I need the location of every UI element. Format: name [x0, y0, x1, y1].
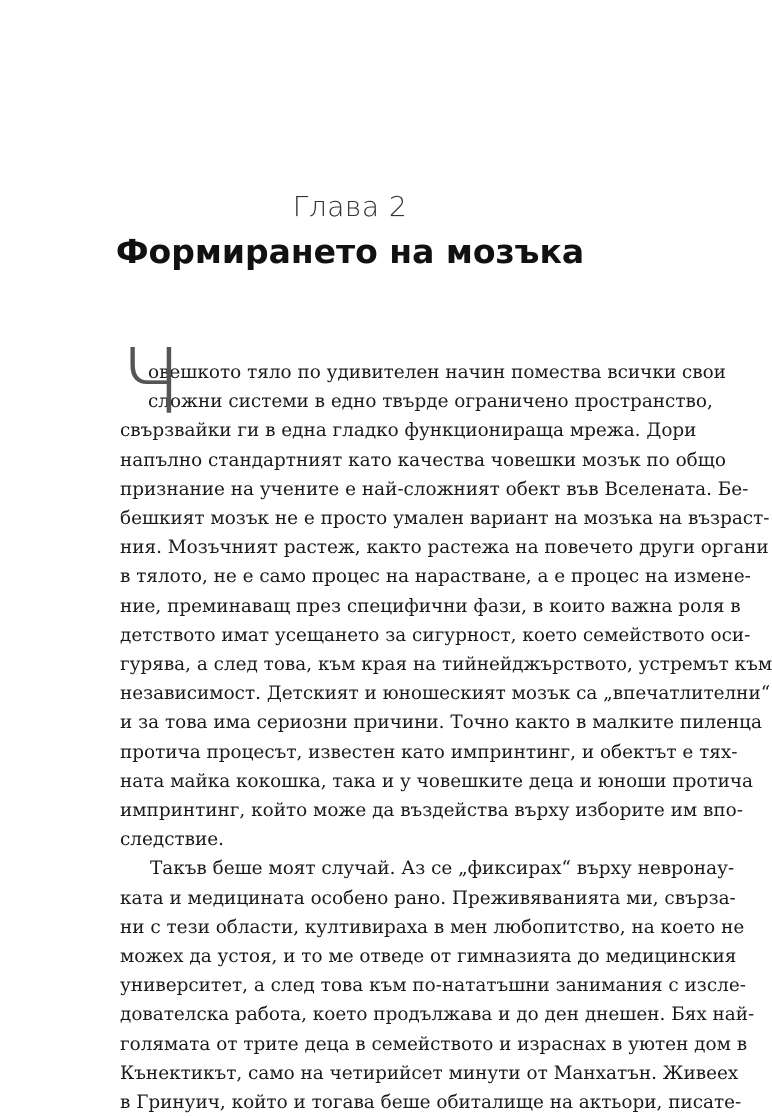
text-line: университет, а след това към по-нататъшни занимания с изсле-: [120, 975, 746, 997]
text-line: независимост. Детският и юношеският мозък са „впечатлителни“: [120, 683, 771, 705]
text-line: в тялото, не е само процес на нарастване, а е процес на измене-: [120, 566, 751, 588]
text-line: овешкото тяло по удивителен начин помества всички свои: [148, 362, 726, 383]
paragraph-2: [120, 854, 755, 1117]
text-line: ние, преминаващ през специфични фази, в които важна роля в: [120, 595, 741, 617]
text-line: сложни системи в едно твърде ограничено пространство,: [148, 391, 713, 413]
text-line: следствие.: [120, 829, 225, 851]
text-line: и за това има сериозни причини. Точно както в малките пиленца: [120, 712, 762, 734]
text-line: свързвайки ги в една гладко функционираща мрежа. Дори: [120, 420, 697, 442]
drop-cap: Ч: [120, 330, 182, 435]
paragraph-1: [120, 358, 772, 854]
chapter-number: Глава 2: [292, 190, 408, 223]
text-line: дователска работа, което продължава и до ден днешен. Бях най-: [120, 1004, 755, 1026]
text-line: детството имат усещането за сигурност, което семейството оси-: [120, 624, 751, 646]
text-line: Кънектикът, само на четирийсет минути от Манхатън. Живеех: [120, 1062, 739, 1084]
text-line: напълно стандартният като качества човешки мозък по общо: [120, 449, 726, 471]
text-line: ката и медицината особено рано. Преживяванията ми, свързa-: [120, 887, 736, 909]
text-line: ната майка кокошка, така и у човешките деца и юноши протича: [120, 770, 753, 792]
text-line: гурява, а след това, към края на тийнейджърството, устремът към: [120, 654, 772, 676]
text-line: ния. Мозъчният растеж, както растежа на повечето други органи: [120, 537, 769, 559]
text-line: Такъв беше моят случай. Аз се „фиксирах“ върху невронау-: [150, 858, 735, 880]
chapter-body: [120, 330, 772, 1117]
text-line: бешкият мозък не е просто умален вариант на мозъка на възраст-: [120, 508, 770, 530]
text-line: в Гринуич, който и тогава беше обиталище на актьори, писате-: [120, 1092, 742, 1114]
chapter-title: Формирането на мозъка: [115, 232, 585, 271]
text-line: импринтинг, който може да въздейства върху изборите им впо-: [120, 800, 743, 822]
text-line: голямата от трите деца в семейството и израснах в уютен дом в: [120, 1033, 748, 1055]
text-line: ни с тези области, култивираха в мен любопитство, на което не: [120, 916, 745, 938]
text-line: признание на учените е най-сложният обект във Вселената. Бе-: [120, 478, 749, 500]
text-line: протича процесът, известен като импринтинг, и обектът е тях-: [120, 741, 738, 763]
text-line: можех да устоя, и то ме отведе от гимназията до медицинския: [120, 946, 737, 968]
